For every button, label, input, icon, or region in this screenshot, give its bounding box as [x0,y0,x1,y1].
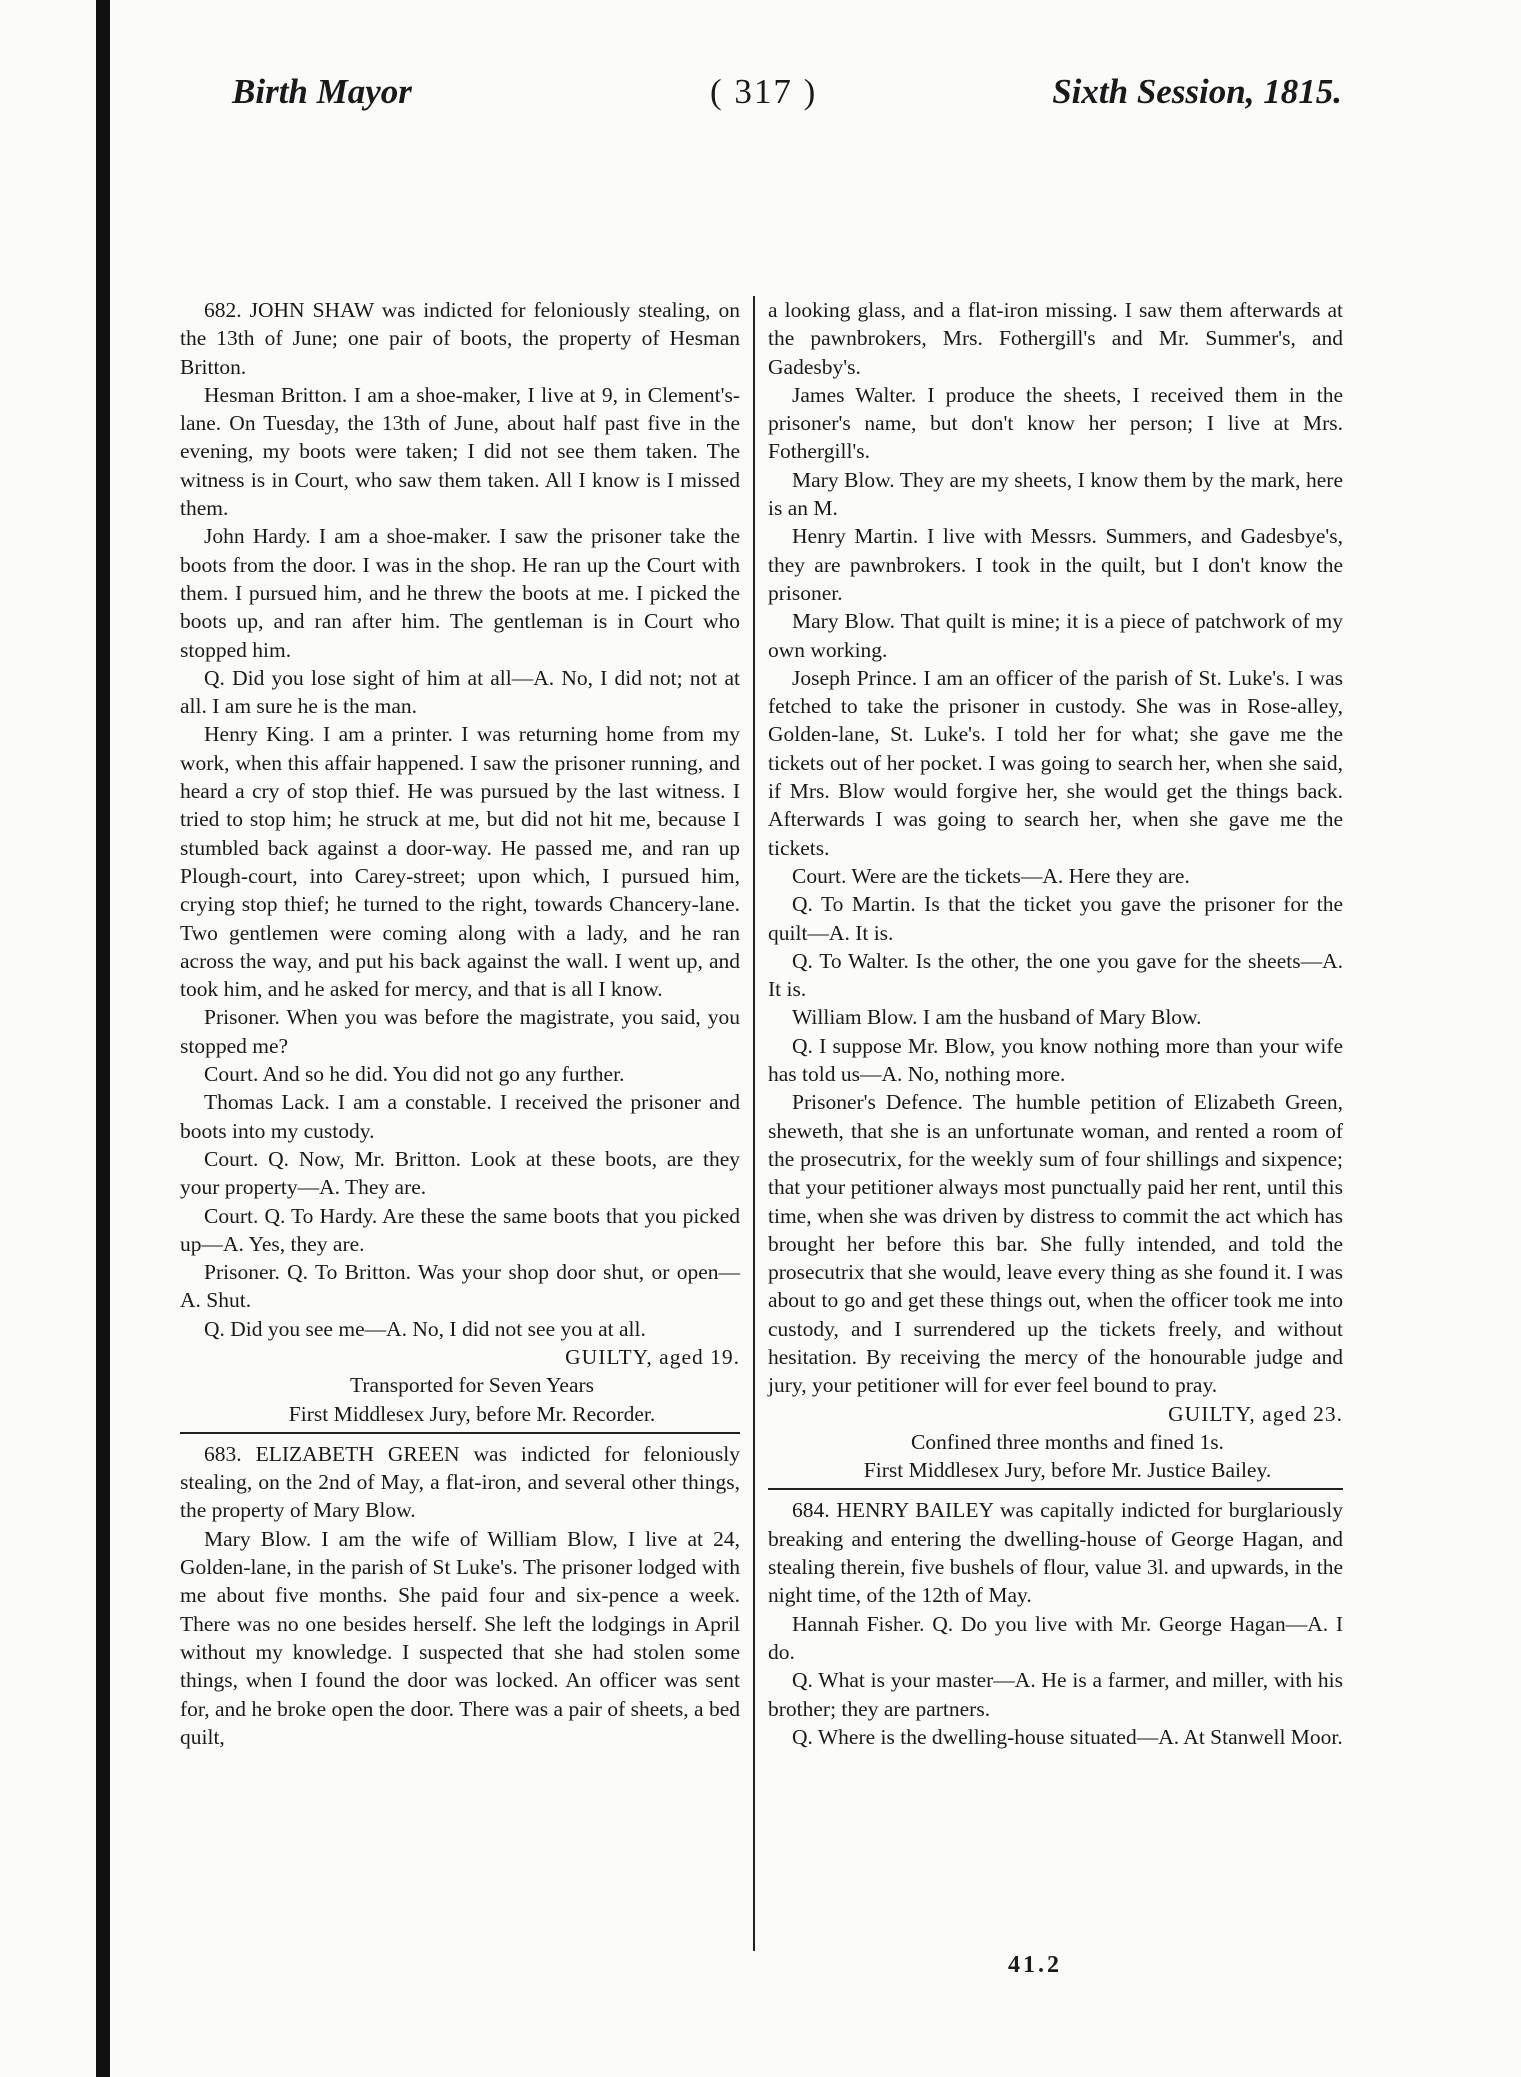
paragraph: Q. What is your master—A. He is a farmer, and miller, with his brother; they are partners. [768,1668,1343,1721]
paragraph: William Blow. I am the husband of Mary Blow. [792,1005,1202,1030]
paragraph: Hesman Britton. I am a shoe-maker, I live at 9, in Clement's-lane. On Tuesday, the 13th of June, about half past five in the evening, my boots were taken; I did not see them taken. The witness is in Court, who saw them taken. All I know is I missed them. [180,382,740,521]
paragraph: Mary Blow. They are my sheets, I know them by the mark, here is an M. [768,467,1343,521]
paragraph: Q. Did you lose sight of him at all—A. No, I did not; not at all. I am sure he is the man. [180,665,740,719]
case-separator [180,1432,740,1434]
paragraph: Mary Blow. I am the wife of William Blow, I live at 24, Golden-lane, in the parish of St Luke's. The prisoner lodged with me about five months. She paid four and six-pence a week. There was no one besides herself. She left the lodgings in April without my knowledge. I suspected that she had stolen some things, when I found the door was locked. An officer was sent for, and he broke open the door. There was a pair of sheets, a bed quilt, [180,1526,740,1749]
paragraph: Q. To Walter. Is the other, the one you gave for the sheets—A. It is. [768,948,1343,1002]
paragraph: 682. JOHN SHAW was indicted for feloniously stealing, on the 13th of June; one pair of boots, the property of Hesman Britton. [180,298,740,379]
column-divider [753,296,755,1951]
paragraph: a looking glass, and a flat-iron missing. I saw them afterwards at the pawnbrokers, Mrs. Fothergill's and Mr. Summer's, and Gadesby's. [768,298,1343,379]
paragraph: Q. To Martin. Is that the ticket you gave the prisoner for the quilt—A. It is. [768,892,1343,945]
paragraph: Court. Were are the tickets—A. Here they are. [792,863,1190,888]
paragraph: Q. I suppose Mr. Blow, you know nothing more than your wife has told us—A. No, nothing more. [768,1033,1343,1087]
paragraph: Henry Martin. I live with Messrs. Summers, and Gadesbye's, they are pawnbrokers. I took in the quilt, but I don't know the prisoner. [768,524,1343,605]
paragraph: Court. Q. To Hardy. Are these the same boots that you picked up—A. Yes, they are. [180,1203,740,1256]
paragraph: 683. ELIZABETH GREEN was indicted for feloniously stealing, on the 2nd of May, a flat-iron, and several other things, the property of Mary Blow. [180,1441,740,1523]
page-number: ( 317 ) [710,72,818,111]
paragraph: Mary Blow. That quilt is mine; it is a piece of patchwork of my own working. [768,609,1343,662]
paragraph: Court. Q. Now, Mr. Britton. Look at these boots, are they your property—A. They are. [180,1146,740,1200]
paragraph: Prisoner. Q. To Britton. Was your shop door shut, or open—A. Shut. [180,1260,740,1313]
verdict-line: GUILTY, aged 19. [565,1344,740,1369]
left-column [180,296,740,1751]
sentence-line: Confined three months and fined 1s. [911,1429,1224,1454]
paragraph: Hannah Fisher. Q. Do you live with Mr. George Hagan—A. I do. [768,1611,1343,1664]
paragraph: Prisoner. When you was before the magistrate, you said, you stopped me? [180,1005,740,1058]
paragraph: Q. Did you see me—A. No, I did not see you at all. [204,1316,646,1341]
page-binding-edge [96,0,110,2077]
paragraph: James Walter. I produce the sheets, I received them in the prisoner's name, but don't know her person; I live at Mrs. Fothergill's. [768,382,1343,464]
jury-line: First Middlesex Jury, before Mr. Recorder. [288,1401,656,1426]
paragraph: Thomas Lack. I am a constable. I received the prisoner and boots into my custody. [180,1090,740,1143]
paragraph: 684. HENRY BAILEY was capitally indicted for burglariously breaking and entering the dwelling-house of George Hagan, and stealing therein, five bushels of flour, value 3l. and upwards, in the night time, of the 12th of May. [768,1498,1343,1608]
paragraph: Joseph Prince. I am an officer of the parish of St. Luke's. I was fetched to take the prisoner in custody. She was in Rose-alley, Golden-lane, St. Luke's. I told her for what; she gave me the tickets out of her pocket. I was going to search her, when she said, if Mrs. Blow would forgive her, she would get the things back. Afterwards I was going to search her, when she gave me the tickets. [768,665,1343,860]
header-right: Sixth Session, 1815. [1052,72,1342,111]
case-separator [768,1488,1343,1490]
right-column [768,296,1343,1751]
paragraph: Q. Where is the dwelling-house situated—A. At Stanwell Moor. [792,1724,1343,1749]
paragraph: Court. And so he did. You did not go any further. [204,1062,625,1087]
header-left: Birth Mayor [232,72,412,111]
verdict-line: GUILTY, aged 23. [1168,1401,1343,1426]
paragraph: John Hardy. I am a shoe-maker. I saw the prisoner take the boots from the door. I was in the shop. He ran up the Court with them. I pursued him, and he threw the boots at me. I picked the boots up, and ran after him. The gentleman is in Court who stopped him. [180,524,740,662]
sentence-line: Transported for Seven Years [349,1373,595,1398]
page-header [232,72,1342,122]
signature-mark: 41.2 [1008,1952,1062,1978]
paragraph: Henry King. I am a printer. I was returning home from my work, when this affair happened. I saw the prisoner running, and heard a cry of stop thief. He was pursued by the last witness. I tried to stop him; he struck at me, but did not hit me, because I stumbled back against a door-way. He passed me, and ran up Plough-court, into Carey-street; upon which, I pursued him, crying stop thief; he turned to the right, towards Chancery-lane. Two gentlemen were coming along with a lady, and he ran across the way, and put his back against the wall. I went up, and took him, and he asked for mercy, and that is all I know. [180,722,740,1002]
paragraph: Prisoner's Defence. The humble petition of Elizabeth Green, sheweth, that she is an unfortunate woman, and rented a room of the prosecutrix, for the weekly sum of four shillings and sixpence; that your petitioner always most punctually paid her rent, until this time, when she was driven by distress to commit the act which has brought her before this bar. She fully intended, and told the prosecutrix that she would, leave every thing as she found it. I was about to go and get these things out, when the officer took me into custody, and I surrendered up the tickets freely, and without hesitation. By receiving the mercy of the honourable judge and jury, your petitioner will for ever feel bound to pray. [768,1090,1343,1398]
jury-line: First Middlesex Jury, before Mr. Justice Bailey. [863,1458,1272,1483]
